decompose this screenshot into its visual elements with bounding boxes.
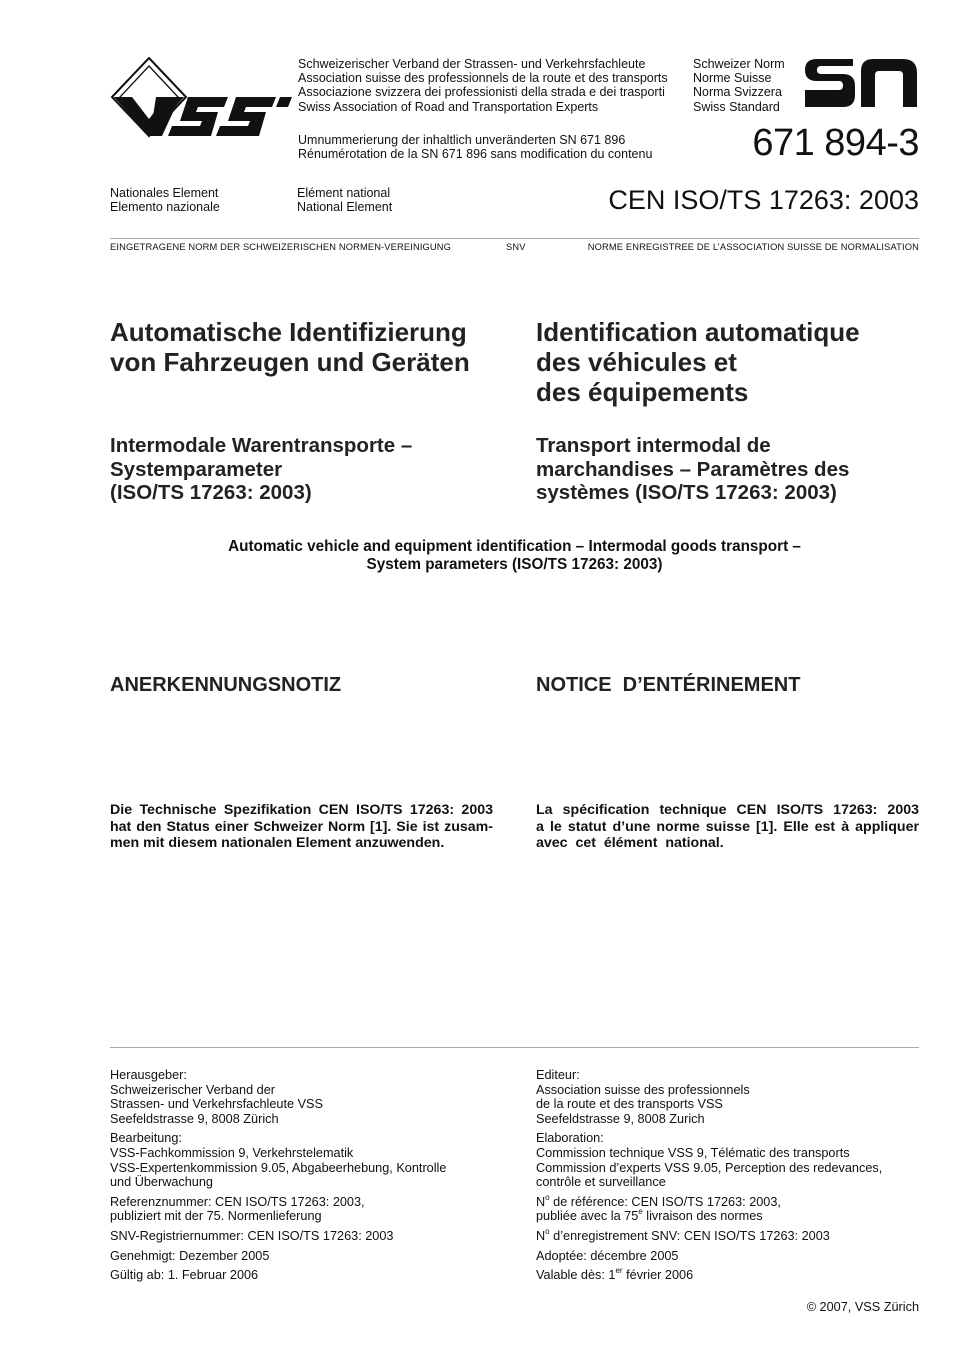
editor-fr-line: de la route et des transports VSS [536, 1097, 723, 1112]
register-note-de: EINGETRAGENE NORM DER SCHWEIZERISCHEN NORMEN-VEREINIGUNG [110, 242, 452, 252]
registration-fr: $N^o$ d’enregistrement SNV: CEN ISO/TS 17263: 2003 [536, 1226, 830, 1243]
editor-de-line: Strassen- und Verkehrsfachleute VSS [110, 1097, 323, 1112]
norm-name-de: Schweizer Norm [693, 57, 785, 71]
subtitle-de-line: Systemparameter [110, 457, 283, 481]
register-note-snv: SNV [506, 242, 526, 252]
standard-number: 671 894-3 [752, 122, 919, 164]
publisher-info-de [110, 1068, 446, 1288]
elaboration-de-line: VSS-Expertenkommission 9.05, Abgabeerhebung, Kontrolle [110, 1160, 447, 1175]
elaboration-de [110, 1131, 446, 1189]
editor-fr-line: Editeur: [536, 1068, 580, 1082]
notice-body-fr [536, 802, 919, 852]
renumbering-de: Umnummerierung der inhaltlich unveränderten SN 671 896 [298, 133, 626, 147]
register-note-fr: NORME ENREGISTREE DE L’ASSOCIATION SUISSE DE NORMALISATION [587, 242, 919, 252]
notice-body-de [110, 802, 493, 852]
header-divider [110, 238, 919, 239]
org-line-fr: Association suisse des professionnels de la route et des transports [298, 71, 668, 86]
subtitle-fr-line: systèmes (ISO/TS 17263: 2003) [536, 481, 837, 504]
title-en-line: Automatic vehicle and equipment identification – Intermodal goods transport – [228, 538, 801, 555]
elaboration-de-line: VSS-Fachkommission 9, Verkehrstelematik [110, 1145, 354, 1160]
elaboration-fr-line: contrôle et surveillance [536, 1175, 666, 1190]
copyright: © 2007, VSS Zürich [806, 1300, 919, 1314]
approved-de: Genehmigt: Dezember 2005 [110, 1248, 270, 1263]
reference-de-line: Referenznummer: CEN ISO/TS 17263: 2003, [110, 1194, 365, 1209]
title-fr-line: Identification automatique [536, 317, 860, 347]
subtitle-fr [536, 434, 931, 505]
national-element-fr-en [297, 186, 392, 214]
reference-de-line: publiziert mit der 75. Normenlieferung [110, 1209, 322, 1224]
sn-mark-icon [803, 57, 919, 109]
valid-from-fr: Valable dès: 1er février 2006 [536, 1265, 694, 1283]
national-element-it: Elemento nazionale [110, 200, 220, 215]
org-line-en: Swiss Association of Road and Transportation Experts [298, 99, 599, 114]
elaboration-fr-line: Elaboration: [536, 1131, 604, 1146]
editor-fr-line: Seefeldstrasse 9, 8008 Zurich [536, 1111, 705, 1126]
subtitle-de-line: Intermodale Warentransporte – [110, 434, 413, 457]
editor-de [110, 1068, 446, 1126]
editor-fr [536, 1068, 882, 1126]
title-fr-line: des équipements [536, 377, 749, 407]
reference-fr-line: publiée avec la 75e livraison des normes [536, 1207, 763, 1224]
reference-fr [536, 1192, 882, 1224]
editor-de-line: Schweizerischer Verband der [110, 1082, 276, 1097]
publisher-info-fr [536, 1068, 882, 1288]
national-element-fr: Elément national [297, 186, 391, 200]
notice-body-fr-line: avec cet élément national. [536, 835, 724, 851]
notice-body-de-line: hat den Status einer Schweizer Norm [1]. Sie ist zusam- [110, 818, 493, 835]
notice-heading-de: ANERKENNUNGSNOTIZ [110, 674, 342, 696]
renumbering-fr: Rénumérotation de la SN 671 896 sans modification du contenu [298, 147, 653, 162]
norm-name-it: Norma Svizzera [693, 85, 782, 100]
notice-body-fr-line: a le statut d’une norme suisse [1]. Elle est à appliquer [536, 818, 919, 835]
valid-from-de: Gültig ab: 1. Februar 2006 [110, 1268, 259, 1283]
org-line-de: Schweizerischer Verband der Strassen- und Verkehrsfachleute [298, 57, 646, 71]
title-de-line: von Fahrzeugen und Geräten [110, 347, 470, 377]
sn-logo [803, 57, 919, 109]
subtitle-de [110, 434, 505, 505]
editor-de-line: Herausgeber: [110, 1068, 187, 1082]
org-line-it: Associazione svizzera dei professionisti della strada e dei trasporti [298, 85, 665, 100]
title-fr [536, 317, 931, 407]
title-de [110, 317, 505, 377]
editor-de-line: Seefeldstrasse 9, 8008 Zürich [110, 1111, 279, 1126]
national-element-de-it [110, 186, 220, 214]
organisation-names [298, 57, 668, 114]
national-element-de: Nationales Element [110, 186, 219, 200]
title-de-line: Automatische Identifizierung [110, 317, 467, 347]
subtitle-fr-line: marchandises – Paramètres des [536, 457, 850, 481]
subtitle-fr-line: Transport intermodal de [536, 434, 771, 457]
title-fr-line: des véhicules et [536, 347, 737, 377]
editor-fr-line: Association suisse des professionnels [536, 1082, 750, 1097]
subtitle-de-line: (ISO/TS 17263: 2003) [110, 481, 312, 504]
notice-body-de-line: Die Technische Spezifikation CEN ISO/TS 17263: 2003 [110, 802, 493, 818]
registration-de: SNV-Registriernummer: CEN ISO/TS 17263: 2003 [110, 1228, 394, 1243]
notice-body-de-line: men mit diesem nationalen Element anzuwenden. [110, 835, 445, 851]
approved-fr: Adoptée: décembre 2005 [536, 1248, 679, 1263]
norm-type-names [693, 57, 785, 114]
elaboration-fr [536, 1131, 882, 1189]
national-element-en: National Element [297, 200, 393, 215]
norm-name-en: Swiss Standard [693, 99, 780, 114]
vss-logo [110, 57, 292, 141]
renumbering-note [298, 133, 652, 161]
reference-fr-line: $N^o$ de référence: CEN ISO/TS 17263: 2003, [536, 1192, 781, 1209]
notice-heading-fr: NOTICE D’ENTÉRINEMENT [536, 674, 801, 696]
elaboration-fr-line: Commission d’experts VSS 9.05, Perception des redevances, [536, 1160, 883, 1175]
cen-reference: CEN ISO/TS 17263: 2003 [608, 185, 919, 215]
footer-divider [110, 1047, 919, 1048]
title-en [110, 538, 919, 574]
elaboration-de-line: Bearbeitung: [110, 1131, 182, 1146]
reference-de [110, 1195, 446, 1224]
title-en-line: System parameters (ISO/TS 17263: 2003) [366, 556, 663, 573]
norm-name-fr: Norme Suisse [693, 71, 772, 86]
vss-logo-icon [110, 57, 292, 141]
elaboration-de-line: und Überwachung [110, 1175, 213, 1190]
notice-body-fr-line: La spécification technique CEN ISO/TS 17263: 2003 [536, 802, 919, 818]
elaboration-fr-line: Commission technique VSS 9, Télématic des transports [536, 1145, 850, 1160]
